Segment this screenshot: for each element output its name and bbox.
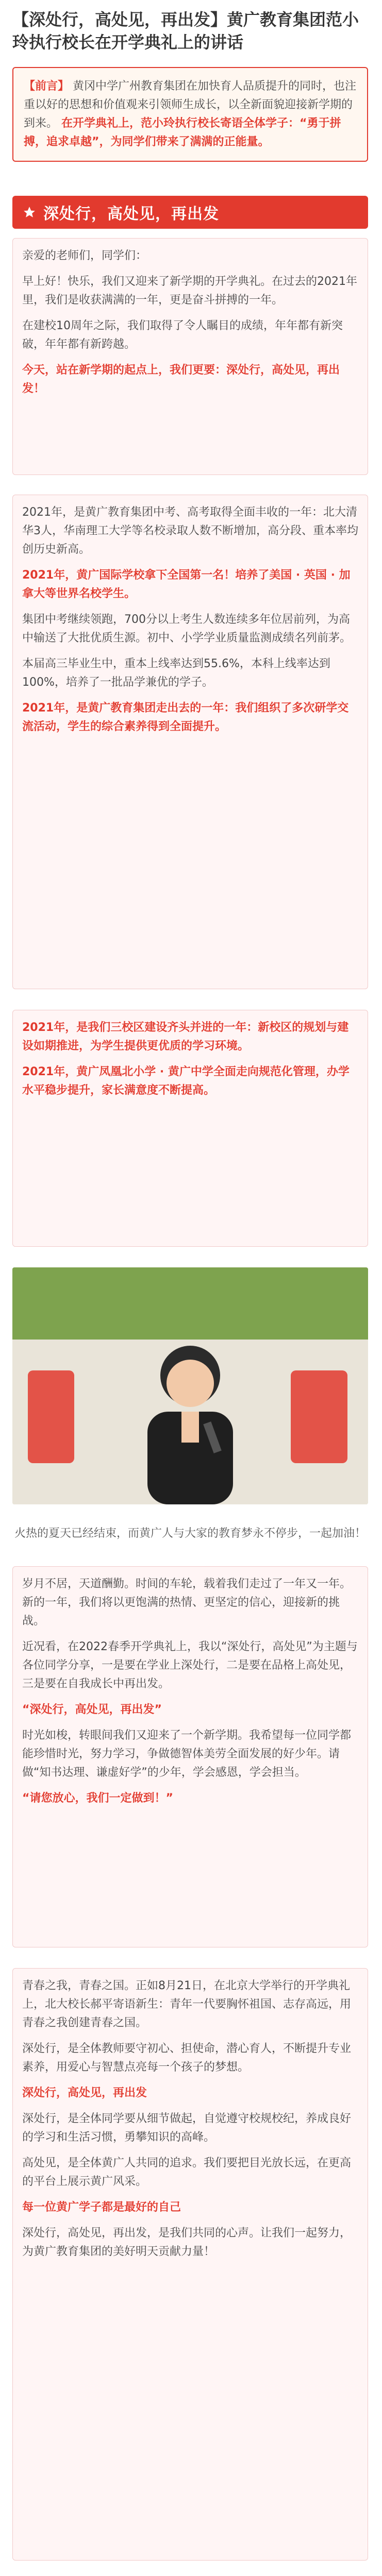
section-heading-text: 深处行，高处见，再出发 [43,205,219,223]
paragraph: 深处行，是全体同学要从细节做起，自觉遵守校规校纪，养成良好的学习和生活习惯，勇攀知识的高峰。 [22,2112,352,2144]
highlight: 2021年，黄广国际学校拿下全国第一名！培养了美国 · 英国 · 加拿大等世界名校学生。 [22,569,351,600]
article-title: 【深处行，高处见，再出发】黄广教育集团范小玲执行校长在开学典礼上的讲话 [12,10,359,52]
highlight: 2021年，黄广凤凰北小学 · 黄广中学全面走向规范化管理，办学水平稳步提升，家长满意度不断提高。 [22,1065,350,1097]
star-icon [23,206,36,219]
highlight: “请您放心，我们一定做到！” [22,1792,173,1805]
section5-card [12,1968,368,2561]
paragraph: 岁月不居，天道酬勤。时间的车轮，载着我们走过了一年又一年。新的一年，我们将以更饱满的热情、更坚定的信心，迎接新的挑战。 [22,1578,352,1628]
paragraph: 在建校10周年之际，我们取得了令人瞩目的成绩，年年都有新突破，年年都有新跨越。 [22,319,343,351]
paragraph: 深处行，高处见，再出发，是我们共同的心声。让我们一起努力，为黄广教育集团的美好明天贡献力量！ [22,2227,352,2258]
photo-illustration [12,1267,368,1504]
paragraph: 今天，站在新学期的起点上，我们更要：深处行，高处见，再出发！ [22,364,340,395]
highlight: “深处行，高处见，再出发” [22,1703,162,1716]
paragraph: 深处行，是全体教师要守初心、担使命，潜心育人，不断提升专业素养，用爱心与智慧点亮每一个孩子的梦想。 [22,2042,352,2074]
paragraph: 早上好！快乐，我们又迎来了新学期的开学典礼。在过去的2021年里，我们是收获满满的一年，更是奋斗拼搏的一年。 [22,275,357,307]
highlight: 2021年，是黄广教育集团走出去的一年：我们组织了多次研学交流活动，学生的综合素养得到全面提升。 [22,702,349,733]
paragraph: 2021年，是黄广教育集团中考、高考取得全面丰收的一年：北大清华3人，华南理工大学等名校录取人数不断增加，高分段、重本率均创历史新高。 [22,506,358,556]
paragraph: 时光如梭，转眼间我们又迎来了一个新学期。我希望每一位同学都能珍惜时光，努力学习，争做德智体美劳全面发展的好少年。请做“知书达理、谦虚好学”的少年，学会感恩，学会担当。 [22,1729,352,1779]
highlight: 深处行，高处见，再出发 [22,2087,147,2099]
highlight: 每一位黄广学子都是最好的自己 [22,2201,181,2214]
paragraph: 高处见，是全体黄广人共同的追求。我们要把目光放长远，在更高的平台上展示黄广风采。 [22,2157,352,2188]
paragraph: 集团中考继续领跑，700分以上考生人数连续多年位居前列，为高中输送了大批优质生源。初中、小学学业质量监测成绩名列前茅。 [22,613,352,645]
speech-photo [12,1267,368,1504]
intro-highlight: 在开学典礼上，范小玲执行校长寄语全体学子：“勇于拼搏，追求卓越”，为同学们带来了满满的正能量。 [24,117,341,148]
section2-card [12,495,368,989]
section3-card [12,1010,368,1247]
paragraph: 近况看，在2022春季开学典礼上，我以“深处行，高处见”为主题与各位同学分享，一是要在学业上深处行，二是要在品格上高处见，三是要在自我成长中再出发。 [22,1640,358,1690]
paragraph: 亲爱的老师们，同学们： [22,249,147,262]
paragraph: 本届高三毕业生中，重本上线率达到55.6%，本科上线率达到100%，培养了一批品学兼优的学子。 [22,657,330,689]
section-heading-1 [12,196,368,229]
intro-tag: 【前言】 [24,80,70,93]
section4-card [12,1566,368,1947]
intro-card [12,67,368,162]
paragraph: 青春之我，青春之国。正如8月21日，在北京大学举行的开学典礼上，北大校长郝平寄语新生：青年一代要胸怀祖国、志存高远，用青春之我创建青春之国。 [22,1979,352,2029]
photo-caption: 火热的夏天已经结束，而黄广人与大家的教育梦永不停步，一起加油！ [14,1527,366,1540]
intro-text: 黄冈中学广州教育集团在加快育人品质提升的同时，也注重以好的思想和价值观来引领师生成长，以全新面貌迎接新学期的到来。 [24,80,357,130]
section1-card [12,238,368,475]
highlight: 2021年，是我们三校区建设齐头并进的一年：新校区的规划与建设如期推进，为学生提供更优质的学习环境。 [22,1021,349,1053]
